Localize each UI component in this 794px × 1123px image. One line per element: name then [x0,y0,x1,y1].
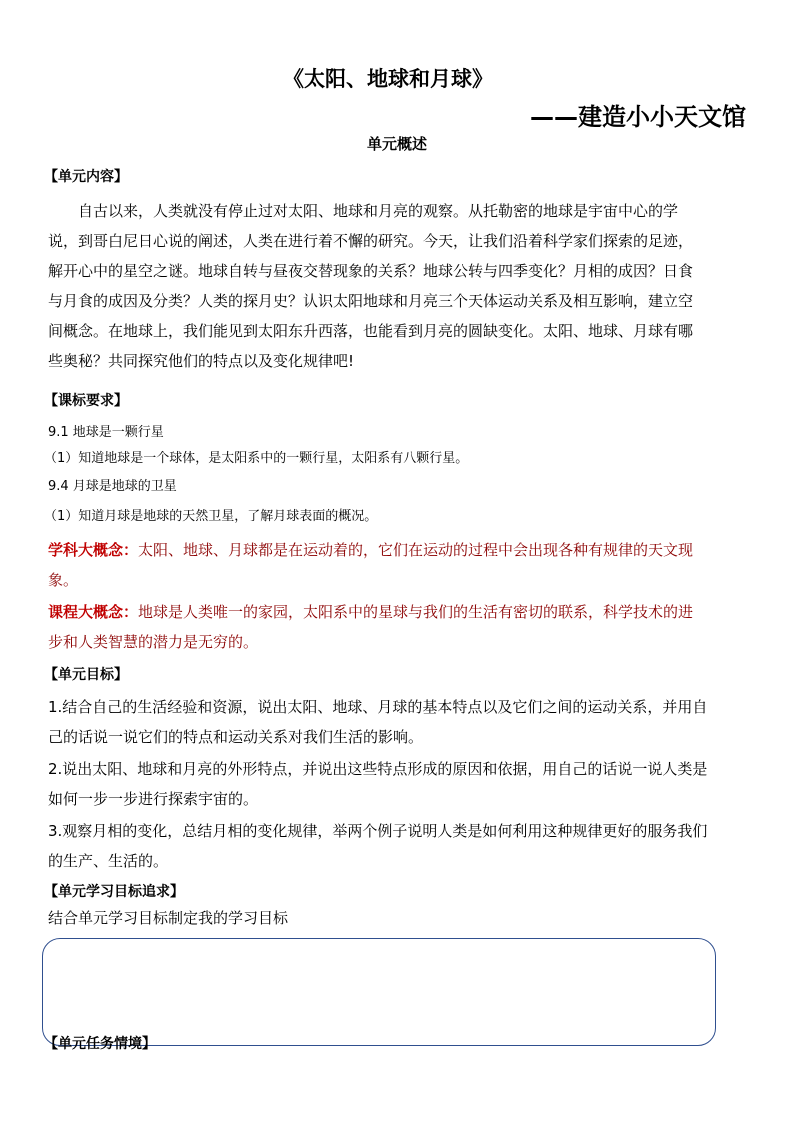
unit-content-line: 解开心中的星空之谜。地球自转与昼夜交替现象的关系？地球公转与四季变化？月相的成因？日食 [48,262,694,280]
subject-concept-text: 太阳、地球、月球都是在运动着的，它们在运动的过程中会出现各种有规律的天文现 [138,541,694,559]
unit-goal-line: 的生产、生活的。 [48,852,169,870]
task-context-heading: 【单元任务情境】 [44,1036,156,1052]
subject-concept-line: 象。 [48,571,79,589]
unit-goal-line: 3.观察月相的变化，总结月相的变化规律，举两个例子说明人类是如何利用这种规律更好的服务我们 [48,822,708,840]
unit-goal-line: 2.说出太阳、地球和月亮的外形特点，并说出这些特点形成的原因和依据，用自己的话说一说人类是 [48,760,708,778]
course-concept-line: 步和人类智慧的潜力是无穷的。 [48,633,259,651]
course-concept-label: 课程大概念： [48,603,139,621]
unit-content-line: 些奥秘？共同探究他们的特点以及变化规律吧! [48,352,355,370]
subject-concept [48,541,693,559]
unit-content-line: 自古以来，人类就没有停止过对太阳、地球和月亮的观察。从托勒密的地球是宇宙中心的学 [48,202,679,220]
standard-item: 9.1 地球是一颗行星 [48,425,164,440]
overview-heading: 单元概述 [366,135,427,153]
standard-item: 9.4 月球是地球的卫星 [48,479,177,494]
standard-item: （1）知道月球是地球的天然卫星，了解月球表面的概况。 [44,509,378,524]
course-concept-text: 地球是人类唯一的家园，太阳系中的星球与我们的生活有密切的联系，科学技术的进 [138,603,694,621]
subject-concept-label: 学科大概念： [48,541,139,559]
course-concept [48,603,693,621]
unit-content-line: 与月食的成因及分类？人类的探月史？认识太阳地球和月亮三个天体运动关系及相互影响，建立空 [48,292,694,310]
document-subtitle: ——建造小小天文馆 [530,103,746,131]
learning-pursuit-prompt: 结合单元学习目标制定我的学习目标 [48,909,289,927]
unit-content-line: 间概念。在地球上，我们能见到太阳东升西落，也能看到月亮的圆缺变化。太阳、地球、月球有哪 [48,322,694,340]
unit-goal-line: 己的话说一说它们的特点和运动关系对我们生活的影响。 [48,728,424,746]
document-title: 《太阳、地球和月球》 [283,67,493,91]
learning-pursuit-heading: 【单元学习目标追求】 [44,884,184,900]
unit-content-line: 说，到哥白尼日心说的阐述，人类在进行着不懈的研究。今天，让我们沿着科学家们探索的足迹， [48,232,694,250]
unit-goal-line: 如何一步一步进行探索宇宙的。 [48,790,259,808]
unit-goals-heading: 【单元目标】 [44,667,128,683]
standards-heading: 【课标要求】 [44,393,128,409]
unit-content-heading: 【单元内容】 [44,169,128,185]
standard-item: （1）知道地球是一个球体，是太阳系中的一颗行星，太阳系有八颗行星。 [44,451,469,466]
learning-goal-answer-box[interactable] [42,938,716,1046]
unit-goal-line: 1.结合自己的生活经验和资源，说出太阳、地球、月球的基本特点以及它们之间的运动关系，并用自 [48,698,708,716]
